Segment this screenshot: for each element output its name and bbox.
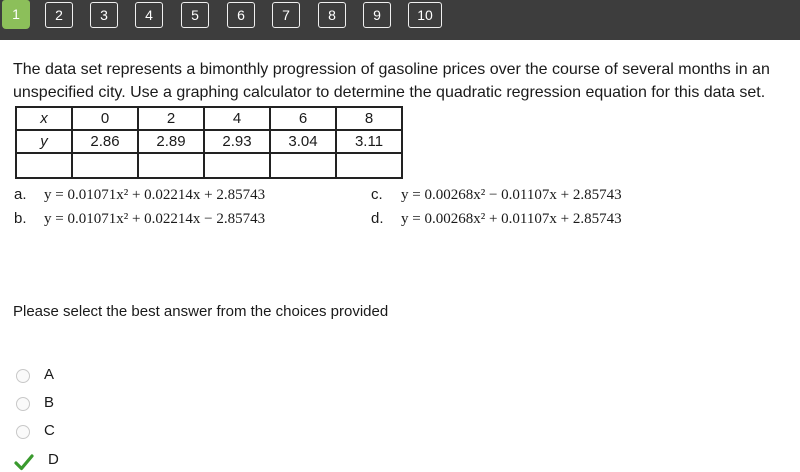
blank-cell — [72, 153, 138, 178]
question-1-button[interactable]: 1 — [2, 0, 30, 29]
radio-button-a[interactable] — [16, 369, 30, 383]
option-c-equation: y = 0.00268x² − 0.01107x + 2.85743 — [401, 187, 622, 203]
question-5-button[interactable]: 5 — [181, 2, 209, 28]
x-value: 0 — [72, 107, 138, 130]
question-7-button[interactable]: 7 — [272, 2, 300, 28]
option-b-label: b. — [14, 210, 27, 227]
y-value: 2.89 — [138, 130, 204, 153]
question-4-button[interactable]: 4 — [135, 2, 163, 28]
option-d-label: d. — [371, 210, 384, 227]
question-3-button[interactable]: 3 — [90, 2, 118, 28]
checkmark-icon[interactable] — [14, 452, 34, 472]
x-header: x — [16, 107, 72, 130]
x-value: 8 — [336, 107, 402, 130]
choice-c-label[interactable]: C — [44, 422, 55, 439]
question-9-button[interactable]: 9 — [363, 2, 391, 28]
option-a-equation: y = 0.01071x² + 0.02214x + 2.85743 — [44, 187, 266, 203]
x-row — [16, 107, 402, 130]
option-c-label: c. — [371, 186, 383, 203]
blank-cell — [336, 153, 402, 178]
choice-d-label[interactable]: D — [48, 451, 59, 468]
y-value: 2.86 — [72, 130, 138, 153]
question-nav-bar — [0, 0, 800, 40]
question-6-button[interactable]: 6 — [227, 2, 255, 28]
radio-button-c[interactable] — [16, 425, 30, 439]
option-a-label: a. — [14, 186, 27, 203]
option-d-equation: y = 0.00268x² + 0.01107x + 2.85743 — [401, 211, 622, 227]
radio-button-b[interactable] — [16, 397, 30, 411]
blank-cell — [204, 153, 270, 178]
x-value: 2 — [138, 107, 204, 130]
choice-b-label[interactable]: B — [44, 394, 55, 411]
question-8-button[interactable]: 8 — [318, 2, 346, 28]
x-value: 4 — [204, 107, 270, 130]
option-b-equation: y = 0.01071x² + 0.02214x − 2.85743 — [44, 211, 266, 227]
question-10-button[interactable]: 10 — [408, 2, 442, 28]
y-value: 3.11 — [336, 130, 402, 153]
blank-cell — [138, 153, 204, 178]
question-prompt: The data set represents a bimonthly progression of gasoline prices over the course of several months in an unspecified city. Use a graphing calculator to determine the quadratic regression equation for this data set. — [13, 61, 770, 101]
x-value: 6 — [270, 107, 336, 130]
blank-row — [16, 153, 402, 178]
choice-a-label[interactable]: A — [44, 366, 55, 383]
blank-cell — [270, 153, 336, 178]
question-2-button[interactable]: 2 — [45, 2, 73, 28]
blank-cell — [16, 153, 72, 178]
answer-instruction: Please select the best answer from the choices provided — [13, 303, 389, 320]
y-header: y — [16, 130, 72, 153]
y-value: 3.04 — [270, 130, 336, 153]
y-row — [16, 130, 402, 153]
y-value: 2.93 — [204, 130, 270, 153]
data-table — [15, 106, 403, 179]
